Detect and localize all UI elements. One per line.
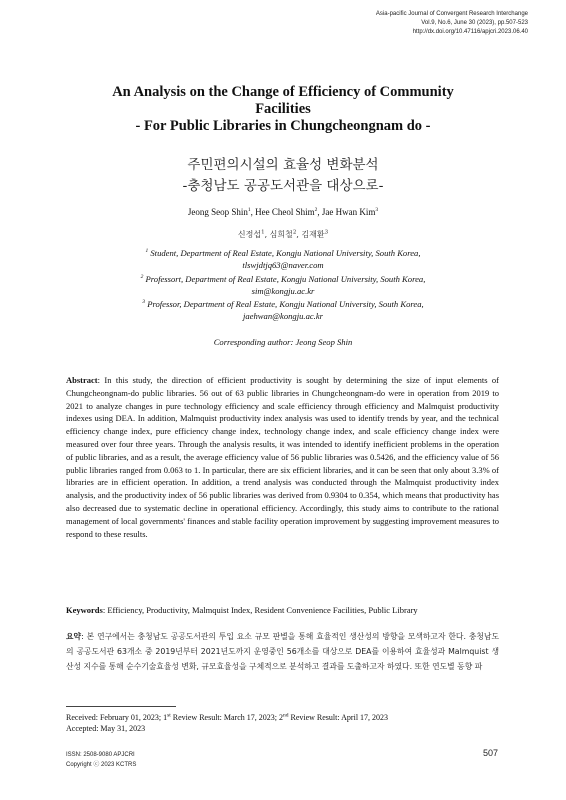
author-1-sup: 1 bbox=[247, 207, 251, 213]
affiliation-1 bbox=[40, 247, 526, 272]
affiliation-2-sup: 2 bbox=[140, 273, 144, 280]
title-line-3: - For Public Libraries in Chungcheongnam do - bbox=[135, 118, 431, 134]
journal-name: Asia-pacific Journal of Convergent Research Interchange bbox=[375, 11, 528, 17]
ordinal-st: st bbox=[167, 712, 171, 719]
review-2-date: Review Result: April 17, 2023 bbox=[288, 713, 389, 722]
author-sep: , bbox=[264, 230, 270, 239]
keywords-label: Keywords bbox=[66, 605, 103, 615]
korean-author-1: 신정섭 bbox=[237, 230, 262, 239]
korean-title-line-2: -충청남도 공공도서관을 대상으로- bbox=[182, 178, 384, 194]
affiliation-2-email: sim@kongju.ac.kr bbox=[251, 285, 315, 296]
abstract bbox=[66, 374, 499, 540]
issn: ISSN: 2508-9080 APJCRI bbox=[66, 752, 135, 758]
author-list bbox=[40, 206, 526, 218]
footnote-divider bbox=[66, 706, 176, 707]
korean-abstract-text: : 본 연구에서는 충청남도 공공도서관의 투입 요소 규모 판별을 통해 효율적인 생산성의 방향을 모색하고자 한다. 충청남도의 공공도서관 63개소 중 2019년부터 2021년도까지 운영중인 56개소를 대상으로 DEA를 이용하여 효율성과 Malmquist 생산성 지수를 통해 순수기술효율성 변화, 규모효율성을 구체적으로 분석하고 결과를 도출하고자 하였다. 또한 연도별 동향 파 bbox=[66, 632, 499, 671]
author-sep: , bbox=[317, 207, 322, 217]
affiliation-1-text: Student, Department of Real Estate, Kongju National University, South Korea, bbox=[148, 248, 421, 258]
author-3-sup: 3 bbox=[375, 207, 379, 213]
keywords-text: : Efficiency, Productivity, Malmquist Index, Resident Convenience Facilities, Public Library bbox=[102, 605, 418, 615]
journal-header bbox=[376, 10, 528, 37]
affiliation-3-email: jaehwan@kongju.ac.kr bbox=[243, 311, 323, 322]
affiliation-3 bbox=[40, 298, 526, 323]
corresponding-author: Corresponding author: Jeong Seop Shin bbox=[213, 337, 353, 347]
korean-author-1-sup: 1 bbox=[261, 229, 265, 236]
received-date: Received: February 01, 2023; 1 bbox=[66, 713, 168, 722]
korean-abstract bbox=[66, 630, 499, 674]
page-footer bbox=[66, 750, 136, 770]
affiliation-3-text: Professor, Department of Real Estate, Kongju National University, South Korea, bbox=[145, 299, 424, 310]
korean-author-3-sup: 3 bbox=[324, 229, 329, 236]
author-2: Hee Cheol Shim bbox=[255, 207, 315, 217]
korean-abstract-label: 요약 bbox=[66, 632, 82, 641]
author-sep: , bbox=[296, 230, 302, 239]
ordinal-nd: nd bbox=[282, 712, 289, 719]
author-sep: , bbox=[250, 207, 256, 217]
affiliation-3-sup: 3 bbox=[142, 299, 146, 306]
abstract-label: Abstract bbox=[66, 375, 98, 385]
affiliations bbox=[40, 247, 526, 324]
title-line-2: Facilities bbox=[255, 101, 311, 117]
affiliation-2-text: Professort, Department of Real Estate, Kongju National University, South Korea, bbox=[143, 273, 426, 284]
page-number: 507 bbox=[482, 748, 498, 758]
affiliation-1-sup: 1 bbox=[145, 248, 149, 255]
korean-author-list bbox=[40, 229, 526, 241]
accepted-date: Accepted: May 31, 2023 bbox=[66, 724, 146, 733]
copyright: Copyright ⓒ 2023 KCTRS bbox=[66, 762, 137, 768]
korean-title-line-1: 주민편의시설의 효율성 변화분석 bbox=[187, 157, 379, 173]
abstract-text: : In this study, the direction of efficient productivity is sought by determining the size of input elements of Chungcheongnam-do public libraries. 56 out of 63 public libraries in Chungcheongnam-do were in operation from 2019 to 2021 to analyze changes in pure technology efficiency and scale efficiency through efficiency and Malmquist productivity indexes using DEA. In addition, Malmquist productivity index analysis was used to identify trends by year, and the technical efficiency change index, pure efficiency change index, technology change index, and scale efficiency change index were measured over four three years. Through the analysis results, it was intended to identify inefficient problems in the operation of public libraries, and as a result, the average efficiency value of 56 public libraries was 0.5426, and the efficiency value of 56 public libraries ranged from 0.063 to 1. In particular, there are six efficient libraries, and it can be seen that only about 3.3% of libraries are in efficient operation. In addition, a trend analysis was conducted through the Malmquist productivity index analysis, and the productivity index of 56 public libraries was derived from 0.9304 to 0.354, which means that productivity has also decreased due to systematic decline in operational efficiency. Accordingly, this study aims to contribute to the rational management of local governments' finances and stable facility operation improvement by suggesting improvement measures to respond to these results. bbox=[66, 375, 499, 539]
review-1-date: Review Result: March 17, 2023; 2 bbox=[170, 713, 283, 722]
journal-volume: Vol.9, No.6, June 30 (2023), pp.507-523 bbox=[421, 20, 528, 26]
author-3: Jae Hwan Kim bbox=[321, 207, 376, 217]
review-dates bbox=[66, 712, 499, 723]
korean-title bbox=[40, 155, 526, 197]
title-line-1: An Analysis on the Change of Efficiency of Community bbox=[112, 84, 454, 100]
korean-author-2: 심희철 bbox=[269, 230, 293, 239]
paper-title bbox=[40, 84, 526, 135]
received-dates bbox=[66, 712, 499, 734]
affiliation-1-email: tlswjdtjq63@naver.com bbox=[242, 260, 324, 271]
author-1: Jeong Seop Shin bbox=[187, 207, 248, 217]
korean-author-3: 김재환 bbox=[301, 230, 325, 239]
keywords bbox=[66, 604, 499, 616]
journal-doi: http://dx.doi.org/10.47116/apjcri.2023.06.40 bbox=[412, 29, 528, 35]
korean-author-2-sup: 2 bbox=[292, 229, 297, 236]
author-2-sup: 2 bbox=[314, 207, 318, 213]
affiliation-2 bbox=[40, 273, 526, 298]
